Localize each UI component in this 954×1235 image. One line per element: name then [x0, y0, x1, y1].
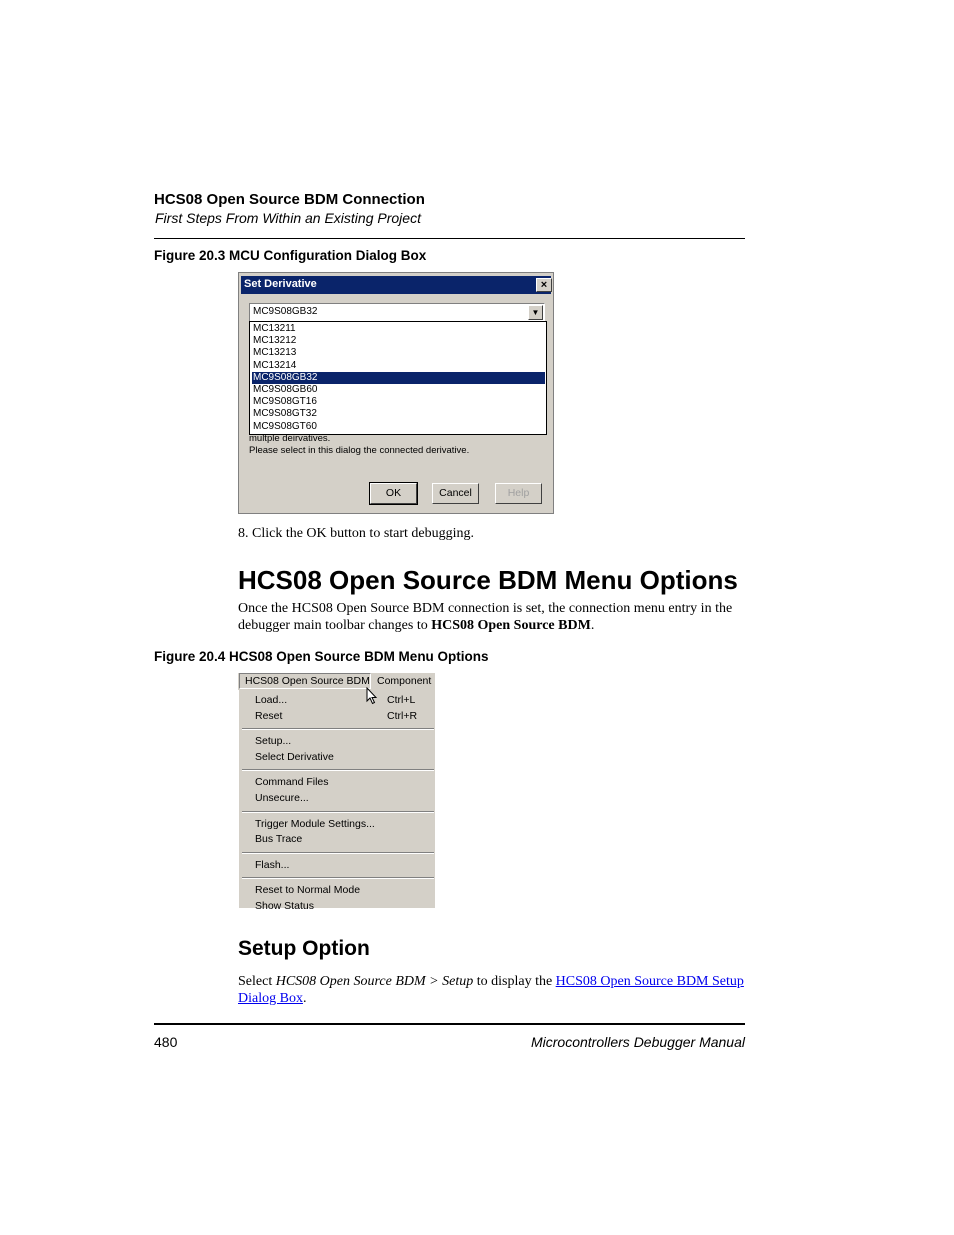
menu-item[interactable]: Setup... — [255, 735, 292, 748]
menu-title-component[interactable]: Component — [377, 675, 432, 687]
ok-button[interactable]: OK — [370, 483, 417, 504]
derivative-list-item[interactable]: MC9S08GB32 — [252, 372, 545, 384]
menu-item[interactable]: Show Status — [255, 900, 314, 912]
menu-item[interactable]: Command Files — [255, 776, 329, 789]
setup-dialog-link[interactable]: HCS08 Open Source BDM Setup Dialog Box — [238, 974, 744, 1006]
menu-item[interactable]: Reset — [255, 709, 283, 722]
running-header-title: HCS08 Open Source BDM Connection — [154, 191, 425, 208]
figure-caption: Figure 20.4 HCS08 Open Source BDM Menu Options — [154, 649, 489, 664]
dialog-titlebar — [241, 276, 551, 294]
cancel-button[interactable]: Cancel — [432, 483, 479, 504]
menu-separator — [242, 769, 434, 771]
paragraph-end: . — [590, 618, 595, 633]
menu-separator — [242, 852, 434, 854]
derivative-list-item[interactable]: MC9S08GT60 — [253, 420, 317, 432]
bdm-menu-screenshot — [238, 673, 435, 912]
menu-item[interactable]: Trigger Module Settings... — [255, 817, 375, 830]
running-header-subtitle: First Steps From Within an Existing Project — [155, 210, 421, 226]
combobox-value: MC9S08GB32 — [253, 306, 318, 317]
step-text: 8. Click the OK button to start debugging. — [238, 526, 475, 541]
header-rule — [154, 238, 745, 239]
section-heading: HCS08 Open Source BDM Menu Options — [238, 565, 738, 595]
menubar — [238, 673, 435, 690]
dialog-message: multple deirvatives. — [249, 433, 331, 444]
derivative-combobox[interactable] — [249, 303, 545, 322]
menu-item[interactable]: Unsecure... — [255, 792, 309, 804]
derivative-listbox[interactable] — [249, 321, 547, 435]
menu-item[interactable]: Flash... — [255, 858, 290, 871]
menu-shortcut: Ctrl+L — [387, 694, 416, 706]
menu-separator — [242, 728, 434, 730]
dialog-title: Set Derivative — [244, 278, 317, 290]
paragraph-text: Once the HCS08 Open Source BDM connection is set, the connection menu entry in the debugger main toolbar changes to — [238, 601, 733, 633]
derivative-list-item[interactable]: MC13214 — [253, 359, 297, 371]
menu-item[interactable]: Reset to Normal Mode — [255, 884, 361, 897]
menu-shortcut: Ctrl+R — [387, 709, 418, 722]
derivative-list-item[interactable]: MC13213 — [253, 347, 297, 359]
menu-dropdown — [238, 690, 435, 912]
close-icon[interactable]: × — [536, 278, 552, 292]
menu-path: HCS08 Open Source BDM > Setup — [275, 974, 474, 989]
footer-rule — [154, 1023, 745, 1025]
dialog-message: Please select in this dialog the connected derivative. — [249, 445, 470, 456]
paragraph-end: . — [302, 991, 307, 1006]
derivative-list-item[interactable]: MC13212 — [253, 335, 297, 347]
menu-separator — [242, 811, 434, 813]
menu-title-bdm[interactable]: HCS08 Open Source BDM — [239, 673, 371, 689]
menu-item[interactable]: Select Derivative — [255, 750, 334, 763]
menu-item[interactable]: Load... — [255, 694, 288, 706]
paragraph-text: Select — [238, 974, 276, 989]
page-number: 480 — [154, 1034, 178, 1050]
footer-title: Microcontrollers Debugger Manual — [531, 1034, 745, 1050]
paragraph-bold: HCS08 Open Source BDM — [431, 618, 591, 633]
menu-item[interactable]: Bus Trace — [255, 833, 303, 846]
derivative-list-item[interactable]: MC9S08GT32 — [253, 408, 317, 420]
help-button[interactable]: Help — [495, 483, 542, 504]
chevron-down-icon[interactable]: ▼ — [528, 305, 543, 320]
subsection-heading: Setup Option — [238, 937, 370, 960]
set-derivative-dialog — [238, 272, 554, 514]
menu-separator — [242, 877, 434, 879]
paragraph — [238, 600, 748, 634]
mouse-pointer-icon — [366, 687, 378, 705]
derivative-list-item[interactable]: MC9S08GB60 — [253, 384, 318, 395]
paragraph — [238, 973, 748, 1007]
derivative-list-item[interactable]: MC13211 — [253, 323, 296, 334]
derivative-list-item[interactable]: MC9S08GT16 — [253, 396, 317, 408]
figure-caption: Figure 20.3 MCU Configuration Dialog Box — [154, 248, 427, 263]
paragraph-text: to display the — [473, 974, 556, 989]
